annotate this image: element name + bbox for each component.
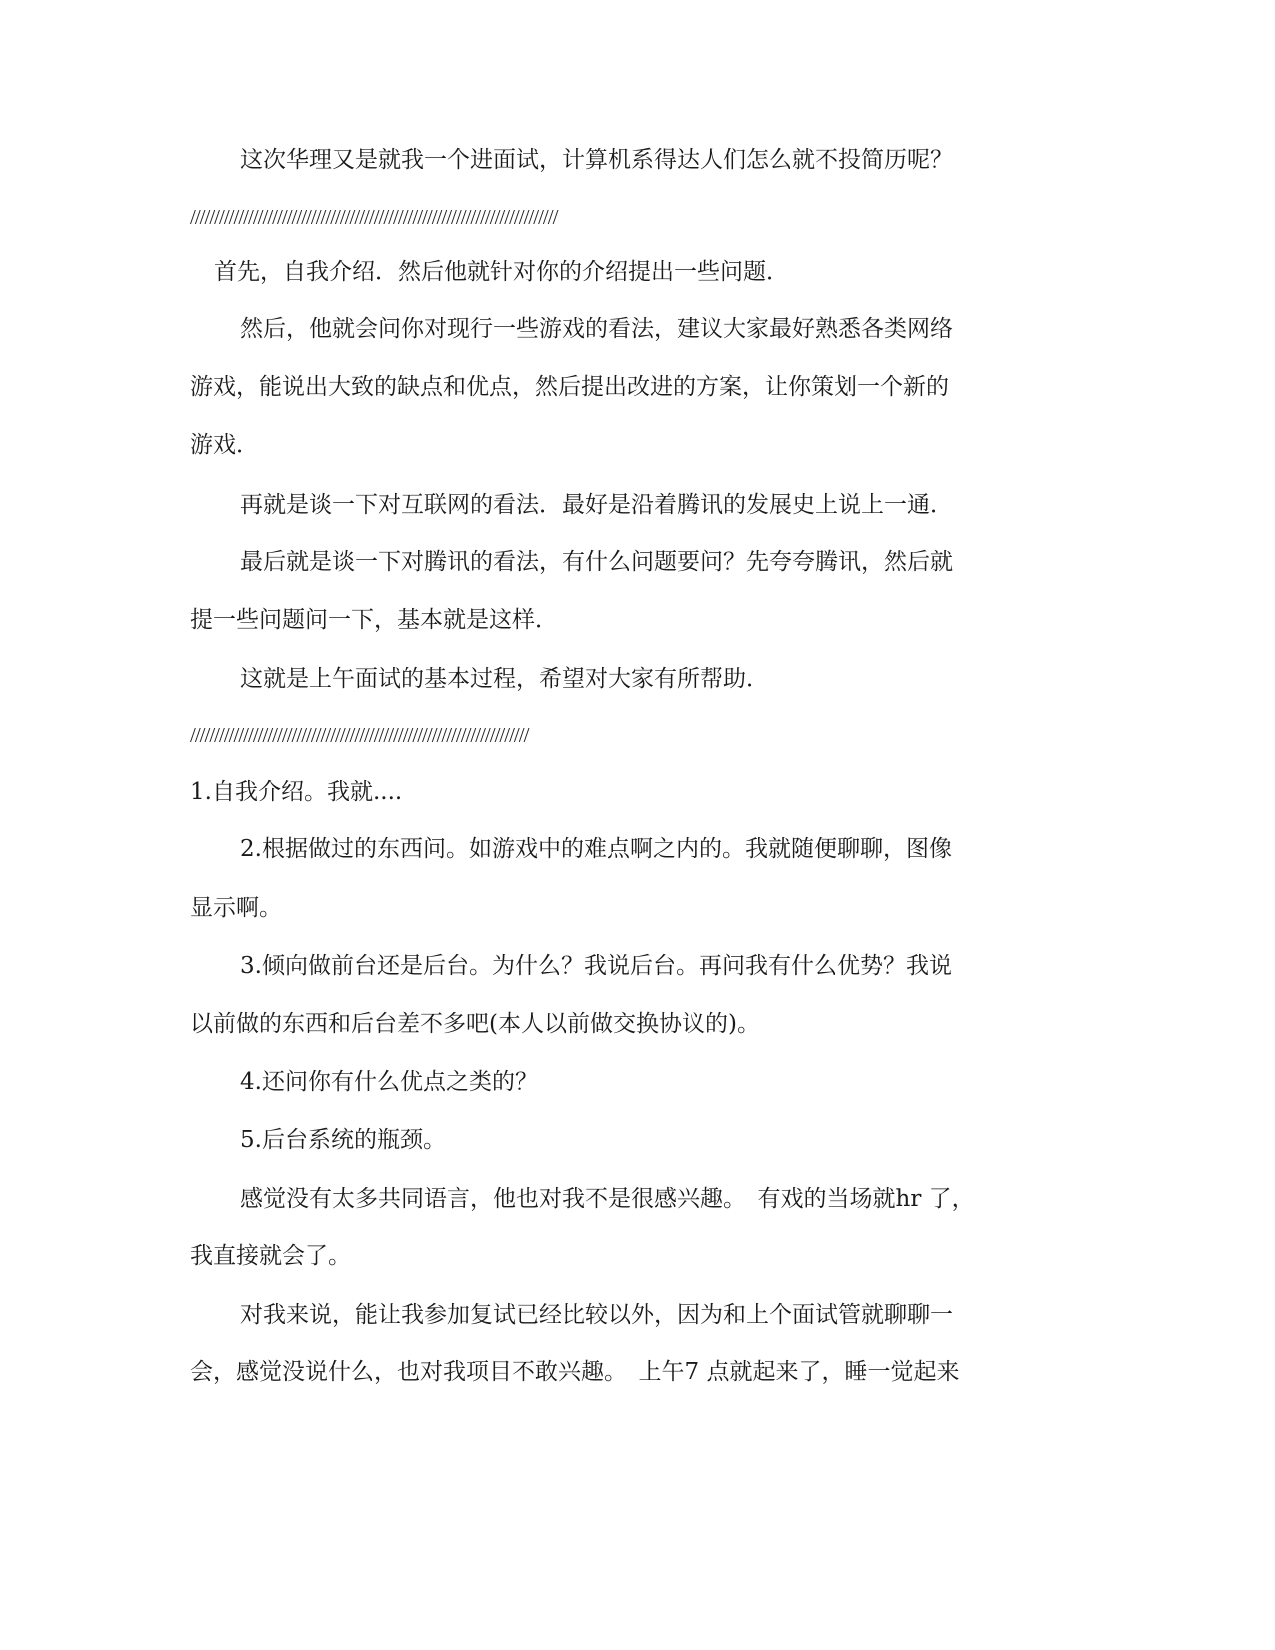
paragraph-tencent-2: 提一些问题问一下，基本就是这样． (190, 607, 558, 633)
paragraph-summary: 这就是上午面试的基本过程，希望对大家有所帮助． (240, 666, 769, 692)
paragraph-internet: 再就是谈一下对互联网的看法．最好是沿着腾讯的发展史上说上一通． (240, 492, 953, 518)
paragraph-feeling-2: 我直接就会了。 (190, 1243, 351, 1269)
paragraph-games-3: 游戏． (190, 432, 259, 458)
list-item-5: 5.后台系统的瓶颈。 (240, 1127, 446, 1153)
paragraph-games-1: 然后，他就会问你对现行一些游戏的看法，建议大家最好熟悉各类网络 (240, 316, 953, 342)
list-item-2-cont: 显示啊。 (190, 895, 282, 921)
list-item-1: 1.自我介绍。我就.... (190, 779, 403, 805)
list-item-4: 4.还问你有什么优点之类的？ (240, 1069, 538, 1095)
paragraph-feeling-1: 感觉没有太多共同语言，他也对我不是很感兴趣。 有戏的当场就hr 了， (240, 1186, 975, 1212)
paragraph-games-2: 游戏，能说出大致的缺点和优点，然后提出改进的方案，让你策划一个新的 (190, 374, 949, 400)
paragraph-intro: 这次华理又是就我一个进面试，计算机系得达人们怎么就不投简历呢？ (240, 147, 953, 173)
separator-line: //////////////////////////////////////////////////////////////////////////// (190, 205, 558, 229)
paragraph-retest-1: 对我来说，能让我参加复试已经比较以外，因为和上个面试管就聊聊一 (240, 1302, 953, 1328)
list-item-2: 2.根据做过的东西问。如游戏中的难点啊之内的。我就随便聊聊，图像 (240, 836, 952, 862)
list-item-3: 3.倾向做前台还是后台。为什么？我说后台。再问我有什么优势？我说 (240, 953, 952, 979)
separator-line: ////////////////////////////////////////////////////////////////////// (190, 723, 529, 747)
paragraph-tencent-1: 最后就是谈一下对腾讯的看法，有什么问题要问？先夸夸腾讯，然后就 (240, 549, 953, 575)
list-item-3-cont: 以前做的东西和后台差不多吧(本人以前做交换协议的)。 (190, 1011, 760, 1037)
paragraph-self-intro: 首先，自我介绍．然后他就针对你的介绍提出一些问题． (214, 259, 789, 285)
paragraph-retest-2: 会，感觉没说什么，也对我项目不敢兴趣。 上午7 点就起来了，睡一觉起来 (190, 1359, 960, 1385)
